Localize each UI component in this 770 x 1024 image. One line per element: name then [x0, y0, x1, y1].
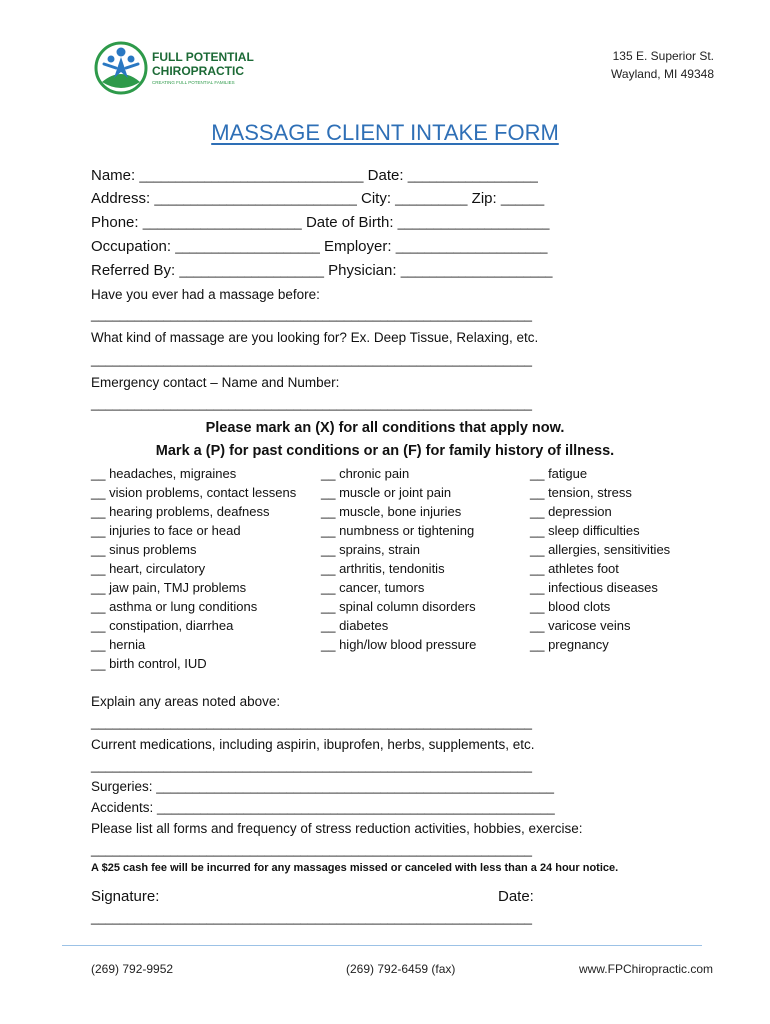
referred-by-input-line[interactable]: ____________________ [179, 263, 324, 278]
condition-item[interactable]: __ high/low blood pressure [321, 637, 477, 652]
condition-item[interactable]: __ sprains, strain [321, 542, 420, 557]
row-referred-physician [91, 262, 553, 279]
condition-item[interactable]: __ chronic pain [321, 466, 410, 481]
condition-item[interactable]: __ injuries to face or head [91, 523, 241, 538]
date-label: Date: [367, 167, 404, 184]
accidents-input-line[interactable]: _______________________________________________________ [157, 800, 555, 815]
name-input-line[interactable]: _______________________________ [139, 168, 364, 183]
clinic-logo [92, 38, 252, 98]
massage-kind-question: What kind of massage are you looking for? Ex. Deep Tissue, Relaxing, etc. [91, 330, 539, 345]
surgeries-label: Surgeries: [91, 779, 153, 794]
instructions-line2: Mark a (P) for past conditions or an (F) for family history of illness. [155, 443, 615, 459]
zip-input-line[interactable]: ______ [500, 191, 545, 206]
dob-input-line[interactable]: _____________________ [397, 215, 550, 230]
stress-answer-line[interactable]: _____________________________________________________________ [91, 842, 533, 857]
footer-divider [62, 945, 702, 946]
condition-item[interactable]: __ varicose veins [530, 618, 631, 633]
clinic-address [611, 47, 714, 83]
clinic-logo-mark [92, 38, 150, 98]
row-name-date [91, 167, 538, 184]
condition-item[interactable]: __ arthritis, tendonitis [321, 561, 445, 576]
address-street: 135 E. Superior St. [612, 49, 714, 63]
row-surgeries [91, 779, 554, 794]
massage-before-question: Have you ever had a massage before: [91, 287, 320, 302]
stress-question: Please list all forms and frequency of stress reduction activities, hobbies, exercise: [91, 821, 583, 836]
condition-item[interactable]: __ fatigue [530, 466, 588, 481]
condition-item[interactable]: __ diabetes [321, 618, 389, 633]
footer-phone: (269) 792-9952 [91, 962, 174, 976]
condition-item[interactable]: __ muscle or joint pain [321, 485, 452, 500]
emergency-contact-answer-line[interactable]: _____________________________________________________________ [91, 396, 533, 411]
physician-input-line[interactable]: _____________________ [400, 263, 553, 278]
phone-input-line[interactable]: ______________________ [142, 215, 302, 230]
employer-label: Employer: [324, 238, 392, 255]
row-occupation-employer [91, 238, 548, 255]
condition-item[interactable]: __ blood clots [530, 599, 611, 614]
address-label: Address: [91, 190, 151, 207]
condition-item[interactable]: __ birth control, IUD [91, 656, 207, 671]
condition-item[interactable]: __ spinal column disorders [321, 599, 476, 614]
conditions-col1 [91, 464, 296, 673]
signature-label: Signature: [91, 888, 160, 905]
condition-item[interactable]: __ numbness or tightening [321, 523, 475, 538]
accidents-label: Accidents: [91, 800, 154, 815]
signature-line[interactable]: _____________________________________________________________ [91, 910, 533, 925]
conditions-col3 [530, 464, 670, 654]
date-input-line[interactable]: __________________ [407, 168, 538, 183]
condition-item[interactable]: __ allergies, sensitivities [530, 542, 671, 557]
cancellation-notice: A $25 cash fee will be incurred for any massages missed or canceled with less than a 24 hour notice. [91, 862, 619, 874]
occupation-input-line[interactable]: ____________________ [175, 239, 320, 254]
condition-item[interactable]: __ hernia [91, 637, 146, 652]
condition-item[interactable]: __ pregnancy [530, 637, 609, 652]
address-city: Wayland, MI 49348 [611, 67, 714, 81]
condition-item[interactable]: __ hearing problems, deafness [91, 504, 270, 519]
surgeries-input-line[interactable]: _______________________________________________________ [156, 779, 554, 794]
explain-question: Explain any areas noted above: [91, 694, 281, 709]
dob-label: Date of Birth: [305, 214, 394, 231]
condition-item[interactable]: __ muscle, bone injuries [321, 504, 462, 519]
explain-answer-line[interactable]: _____________________________________________________________ [91, 715, 533, 730]
occupation-label: Occupation: [91, 238, 172, 255]
address-input-line[interactable]: ____________________________ [154, 191, 357, 206]
referred-by-label: Referred By: [91, 262, 176, 279]
medications-answer-line[interactable]: _____________________________________________________________ [91, 758, 533, 773]
condition-item[interactable]: __ depression [530, 504, 612, 519]
condition-item[interactable]: __ asthma or lung conditions [91, 599, 258, 614]
page-title: MASSAGE CLIENT INTAKE FORM [211, 120, 559, 145]
condition-item[interactable]: __ vision problems, contact lessens [91, 485, 297, 500]
phone-label: Phone: [91, 214, 139, 231]
conditions-col2 [321, 464, 476, 654]
condition-item[interactable]: __ heart, circulatory [91, 561, 206, 576]
row-accidents [91, 800, 555, 815]
massage-before-answer-line[interactable]: _____________________________________________________________ [91, 307, 533, 322]
footer-website[interactable]: www.FPChiropractic.com [578, 962, 713, 976]
condition-item[interactable]: __ constipation, diarrhea [91, 618, 234, 633]
logo-tagline: CREATING FULL POTENTIAL FAMILIES [152, 80, 235, 85]
logo-line2: CHIROPRACTIC [152, 64, 244, 78]
condition-item[interactable]: __ tension, stress [530, 485, 632, 500]
row-address [91, 190, 544, 207]
physician-label: Physician: [328, 262, 397, 279]
name-label: Name: [91, 167, 136, 184]
condition-item[interactable]: __ infectious diseases [530, 580, 658, 595]
zip-label: Zip: [471, 190, 497, 207]
instructions-line1: Please mark an (X) for all conditions that apply now. [205, 420, 565, 436]
city-label: City: [361, 190, 391, 207]
row-phone-dob [91, 214, 550, 231]
signature-date-label: Date: [498, 888, 534, 905]
condition-item[interactable]: __ jaw pain, TMJ problems [91, 580, 247, 595]
emergency-contact-question: Emergency contact – Name and Number: [91, 375, 340, 390]
condition-item[interactable]: __ headaches, migraines [91, 466, 237, 481]
footer-fax: (269) 792-6459 (fax) [346, 962, 456, 976]
condition-item[interactable]: __ athletes foot [530, 561, 619, 576]
medications-question: Current medications, including aspirin, ibuprofen, herbs, supplements, etc. [91, 737, 535, 752]
condition-item[interactable]: __ sleep difficulties [530, 523, 640, 538]
logo-line1: FULL POTENTIAL [152, 50, 254, 64]
city-input-line[interactable]: __________ [395, 191, 468, 206]
condition-item[interactable]: __ sinus problems [91, 542, 197, 557]
massage-kind-answer-line[interactable]: _____________________________________________________________ [91, 352, 533, 367]
employer-input-line[interactable]: _____________________ [395, 239, 548, 254]
condition-item[interactable]: __ cancer, tumors [321, 580, 425, 595]
